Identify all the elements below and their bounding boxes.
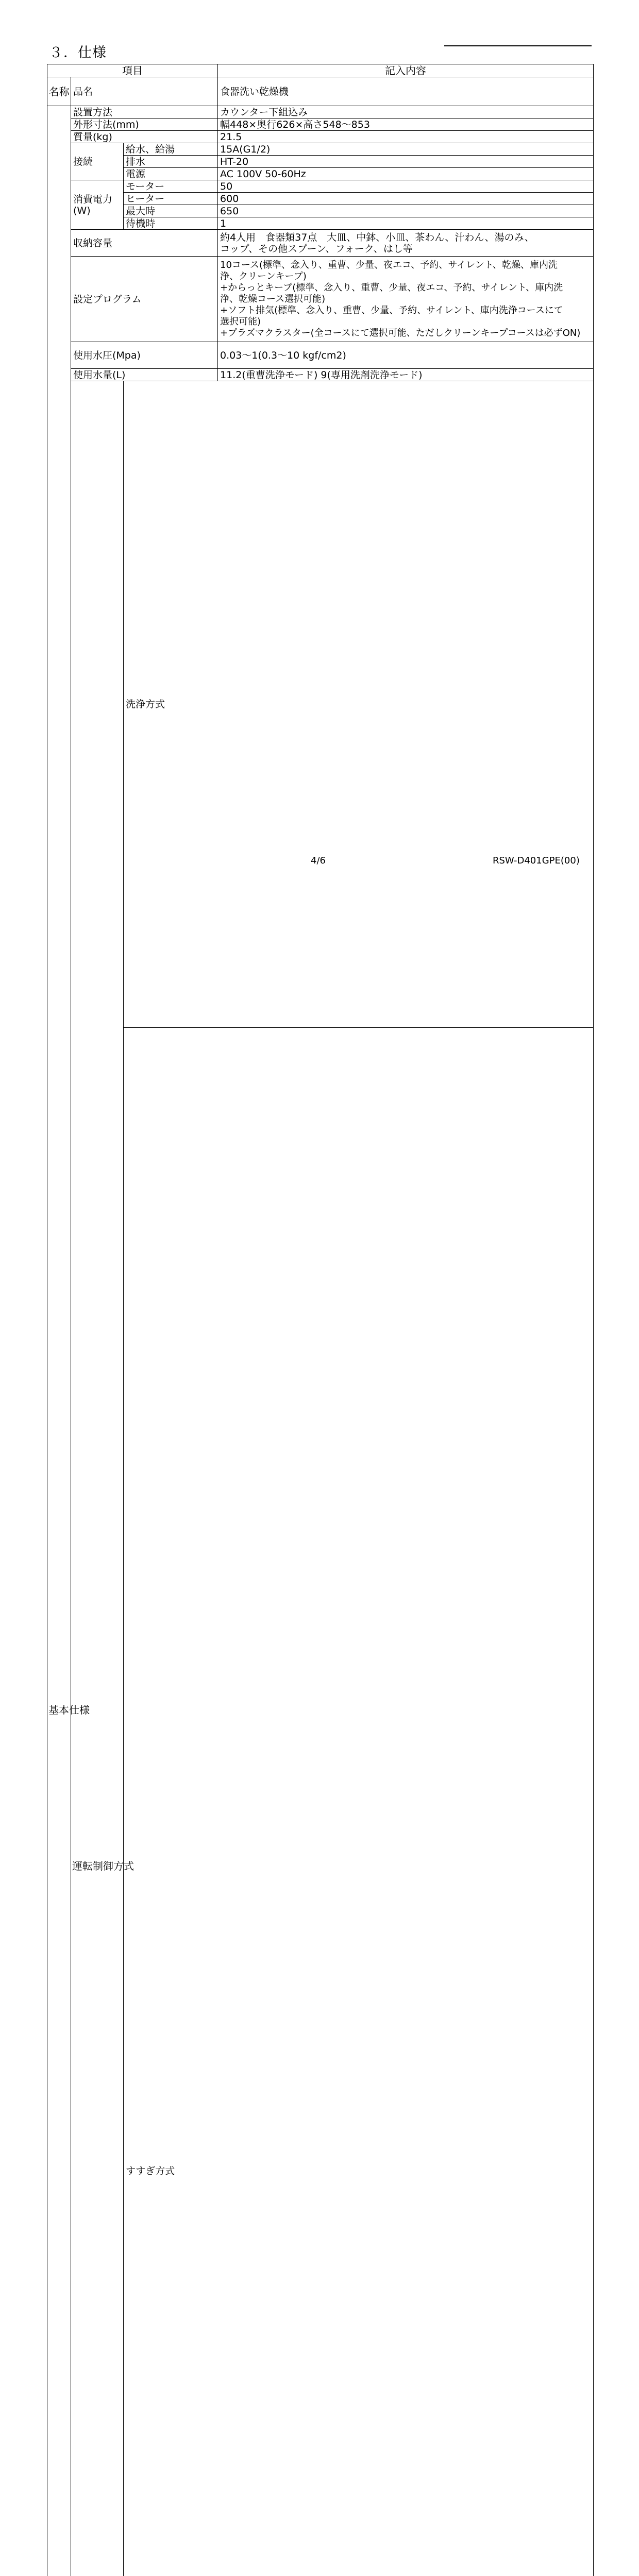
row-value: 1 <box>218 217 594 230</box>
row-value: 11.2(重曹洗浄モード) 9(専用洗剤洗浄モード) <box>218 369 594 381</box>
row-value: HT-20 <box>218 156 594 168</box>
table-header-row <box>47 64 594 77</box>
row-value: 0.03～1(0.3～10 kgf/cm2) <box>218 342 594 369</box>
row-label: 外形寸法(mm) <box>71 118 218 131</box>
spec-table <box>47 64 594 2576</box>
row-label: 接続 <box>71 143 124 180</box>
table-row <box>47 180 594 193</box>
page-number: 4/6 <box>311 856 326 866</box>
category-name: 名称 <box>47 77 71 106</box>
row-label: 使用水量(L) <box>71 369 218 381</box>
header-content: 記入内容 <box>218 64 594 77</box>
header-item: 項目 <box>47 64 218 77</box>
row-value: 15A(G1/2) <box>218 143 594 156</box>
row-value: 650 <box>218 205 594 217</box>
table-row <box>47 143 594 156</box>
row-sublabel: 給水、給湯 <box>124 143 218 156</box>
table-row <box>47 156 594 168</box>
table-row <box>47 118 594 131</box>
row-sublabel: 待機時 <box>124 217 218 230</box>
row-value: 食器洗い乾燥機 <box>218 77 594 106</box>
row-label: 収納容量 <box>71 230 218 257</box>
table-row <box>47 381 594 1028</box>
table-row <box>47 342 594 369</box>
table-row <box>47 369 594 381</box>
row-value-capacity: 約4人用 食器類37点 大皿、中鉢、小皿、茶わん、汁わん、湯のみ、 コップ、その他スプーン、フォーク、はし等 <box>218 230 594 257</box>
table-row <box>47 257 594 342</box>
row-sublabel: 電源 <box>124 168 218 180</box>
row-value: 21.5 <box>218 131 594 143</box>
row-sublabel: 最大時 <box>124 205 218 217</box>
row-label: 洗浄方式 <box>124 381 594 1028</box>
row-sublabel: 排水 <box>124 156 218 168</box>
row-label: 設定プログラム <box>71 257 218 342</box>
table-row <box>47 217 594 230</box>
signature-line <box>444 45 592 46</box>
row-sublabel: モーター <box>124 180 218 193</box>
table-row <box>47 168 594 180</box>
table-row <box>47 230 594 257</box>
category-operation: 運転制御方式 <box>71 381 124 2576</box>
row-value: 600 <box>218 193 594 205</box>
row-label: すすぎ方式 <box>124 1028 594 2576</box>
row-label: 設置方法 <box>71 106 218 118</box>
row-value-program: 10コース(標準、念入り、重曹、少量、夜エコ、予約、サイレント、乾燥、庫内洗 浄、クリーンキープ) +からっとキープ(標準、念入り、重曹、少量、夜エコ、予約、サイレント、庫内洗 浄、乾燥コース選択可能) +ソフト排気(標準、念入り、重曹、少量、予約、サイレント、庫内洗浄コースにて 選択可能) +プラズマクラスター(全コースにて選択可能、ただしクリーンキープコースは必ずON) <box>218 257 594 342</box>
document-code: RSW-D401GPE(00) <box>493 856 580 866</box>
table-row <box>47 193 594 205</box>
table-row <box>47 131 594 143</box>
row-sublabel: ヒーター <box>124 193 218 205</box>
row-label-power-consumption: 消費電力 (W) <box>71 180 124 230</box>
table-row <box>47 77 594 106</box>
row-value: カウンター下組込み <box>218 106 594 118</box>
row-value: AC 100V 50-60Hz <box>218 168 594 180</box>
table-row <box>47 1028 594 2576</box>
row-label: 質量(kg) <box>71 131 218 143</box>
table-row <box>47 205 594 217</box>
section-title: ３．仕様 <box>49 44 107 62</box>
row-value: 幅448×奥行626×高さ548～853 <box>218 118 594 131</box>
table-row <box>47 106 594 118</box>
row-label: 使用水圧(Mpa) <box>71 342 218 369</box>
category-basic: 基本仕様 <box>47 106 71 2576</box>
row-label: 品名 <box>71 77 218 106</box>
row-value: 50 <box>218 180 594 193</box>
